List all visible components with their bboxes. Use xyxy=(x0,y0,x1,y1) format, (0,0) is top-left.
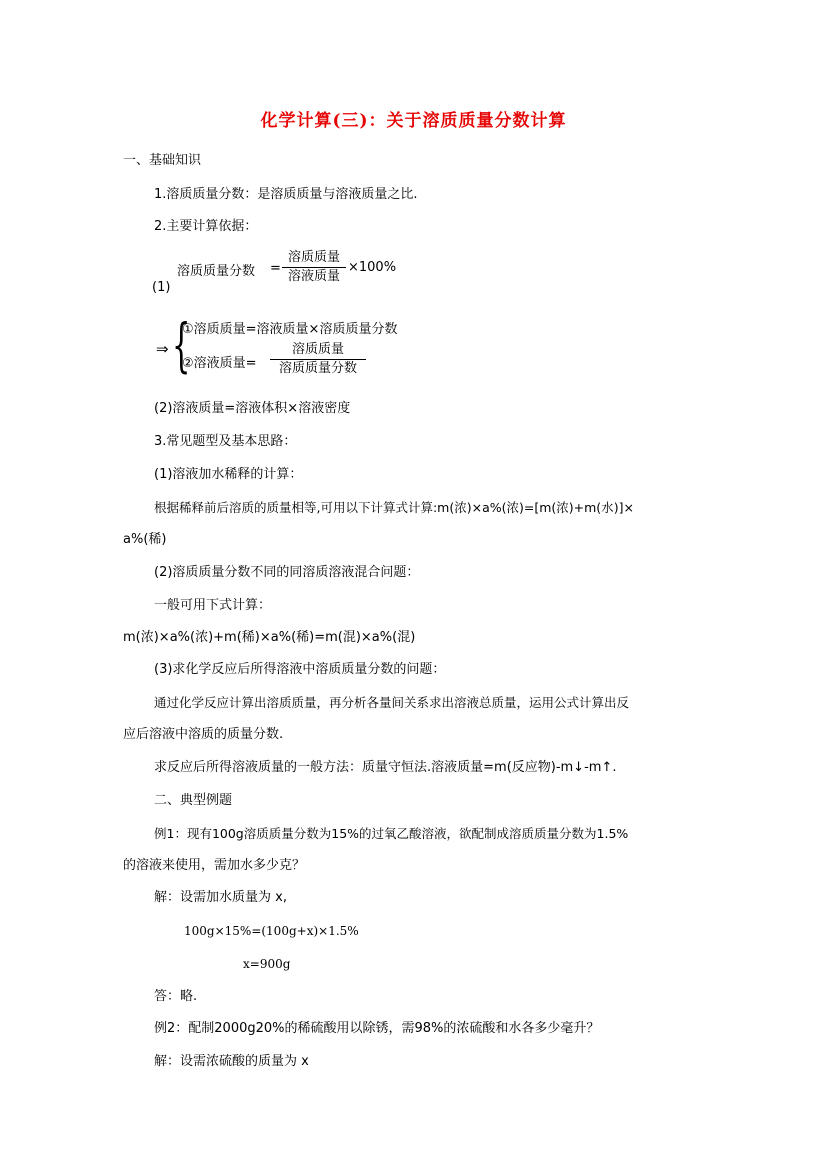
formula-derived xyxy=(152,311,452,384)
fraction-numerator: 溶质质量 xyxy=(287,250,340,265)
paragraph-mixing-heading: (2)溶质质量分数不同的同溶质溶液混合问题： xyxy=(154,565,420,580)
formula-tail: ×100% xyxy=(348,260,397,275)
paragraph-solution-mass: (2)溶液质量=溶液体积×溶液密度 xyxy=(154,401,351,416)
example-1-equation: 100g×15%=(100g+x)×1.5% xyxy=(184,924,359,938)
example-2-solution: 解：设需浓硫酸的质量为 x xyxy=(154,1054,309,1069)
example-1-answer: 答：略. xyxy=(154,989,198,1004)
formula-mass-fraction xyxy=(152,248,412,296)
fraction-denominator: 溶液质量 xyxy=(287,269,340,284)
formula-equals: = xyxy=(270,261,281,276)
paragraph-mixing-formula: m(浓)×a%(浓)+m(稀)×a%(稀)=m(混)×a%(混) xyxy=(123,630,416,645)
example-2-question: 例2：配制2000g20%的稀硫酸用以除锈，需98%的浓硫酸和水各多少毫升？ xyxy=(154,1021,600,1036)
paragraph-main-basis: 2.主要计算依据： xyxy=(154,219,258,234)
example-1-result: x=900g xyxy=(243,957,291,971)
paragraph-mixing-text: 一般可用下式计算： xyxy=(154,598,272,613)
derived-fraction xyxy=(270,342,366,377)
paragraph-definition: 1.溶质质量分数：是溶质质量与溶液质量之比. xyxy=(154,187,418,202)
section-heading-basics: 一、基础知识 xyxy=(123,153,202,168)
fraction-bar xyxy=(282,267,346,268)
example-1-solution: 解：设需加水质量为 x, xyxy=(154,890,287,905)
derived-bar xyxy=(270,359,366,360)
formula-fraction xyxy=(282,250,346,285)
paragraph-mass-method: 求反应后所得溶液质量的一般方法：质量守恒法.溶液质量=m(反应物)-m↓-m↑. xyxy=(154,760,617,775)
section-heading-examples: 二、典型例题 xyxy=(154,793,233,808)
example-1-question: 例1：现有100g溶质质量分数为15%的过氧乙酸溶液，欲配制成溶质质量分数为1.5% xyxy=(154,826,629,841)
formula-label: (1) xyxy=(152,280,171,295)
derived-numerator: 溶质质量 xyxy=(291,342,344,357)
paragraph-dilution-text-cont: a%(稀) xyxy=(123,532,167,547)
derived-line-2-lhs: ②溶液质量= xyxy=(182,356,257,371)
paragraph-question-types: 3.常见题型及基本思路： xyxy=(154,434,297,449)
derived-denominator: 溶质质量分数 xyxy=(278,361,357,376)
paragraph-dilution-heading: (1)溶液加水稀释的计算： xyxy=(154,467,303,482)
paragraph-reaction-text: 通过化学反应计算出溶质质量，再分析各量间关系求出溶液总质量，运用公式计算出反 xyxy=(154,695,630,710)
page-title: 化学计算(三)：关于溶质质量分数计算 xyxy=(260,111,567,131)
implies-arrow: ⇒ xyxy=(156,340,169,358)
left-brace-icon: { xyxy=(172,311,191,379)
formula-lhs: 溶质质量分数 xyxy=(177,264,256,279)
derived-line-1: ①溶质质量=溶液质量×溶质质量分数 xyxy=(182,322,398,337)
example-1-question-cont: 的溶液来使用，需加水多少克？ xyxy=(123,858,306,873)
paragraph-reaction-text-cont: 应后溶液中溶质的质量分数. xyxy=(123,727,284,742)
paragraph-dilution-text: 根据稀释前后溶质的质量相等,可用以下计算式计算:m(浓)×a%(浓)=[m(浓)+m(水)]× xyxy=(154,500,634,515)
paragraph-reaction-heading: (3)求化学反应后所得溶液中溶质质量分数的问题： xyxy=(154,662,446,677)
